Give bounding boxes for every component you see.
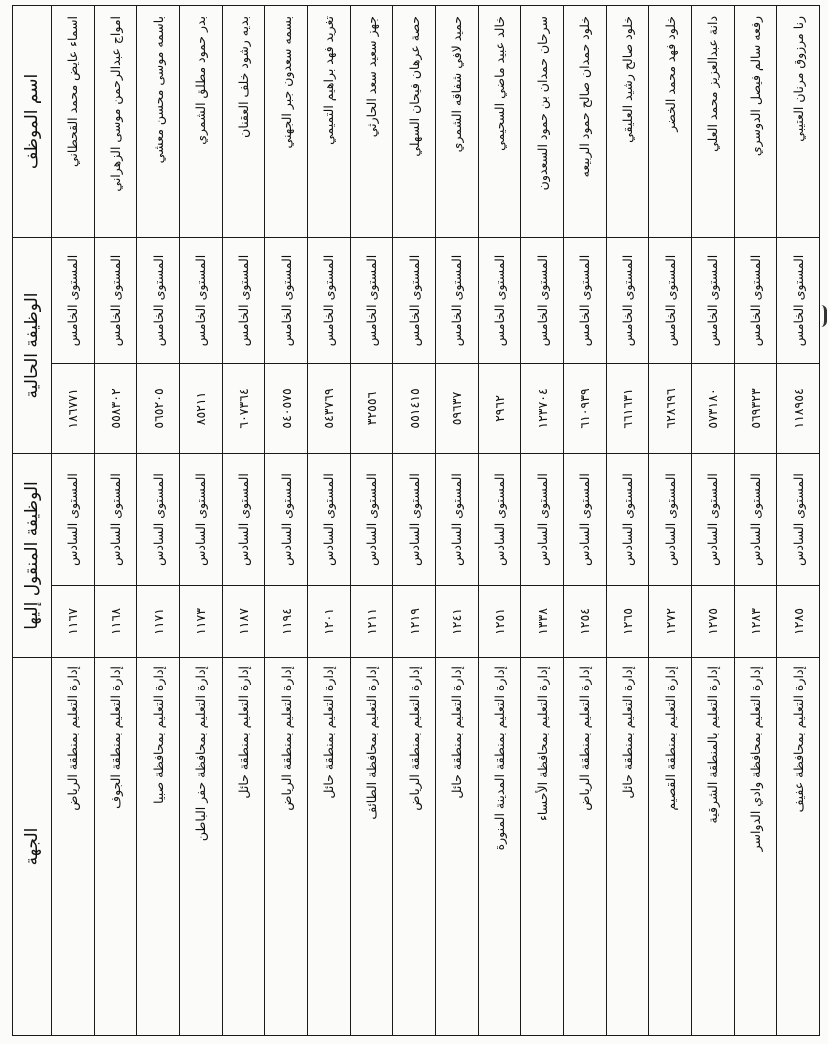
department-cell: إدارة التعليم بمنطقة حائل xyxy=(222,658,265,1036)
transfer-job-number-cell: ١١٦٨ xyxy=(94,585,137,657)
transfer-level-cell: المستوى السادس xyxy=(52,453,95,585)
employee-name-cell: بديه رشود خلف العقنان xyxy=(222,5,265,237)
employee-name-cell: تغريد فهد براهيم التميمي xyxy=(307,5,350,237)
current-job-number-cell: ٥٤٠٥٧٥ xyxy=(265,363,308,453)
table-row xyxy=(307,5,350,1035)
current-level-cell: المستوى الخامس xyxy=(222,237,265,363)
current-level-cell: المستوى الخامس xyxy=(94,237,137,363)
current-level-cell: المستوى الخامس xyxy=(307,237,350,363)
transfer-job-number-cell: ١١٦٧ xyxy=(52,585,95,657)
employee-name-cell: بدر حمود مطلق الشمري xyxy=(179,5,222,237)
department-cell: إدارة التعليم بمحافظة الطائف xyxy=(350,658,393,1036)
page-edge-mark xyxy=(818,305,827,327)
current-job-number-cell: ٦٦١٦٣١ xyxy=(606,363,649,453)
transfer-job-number-cell: ١٢٥٤ xyxy=(563,585,606,657)
employee-name-cell: خالد عبيد ماضي السحيمي xyxy=(478,5,521,237)
transfer-job-number-cell: ١١٧١ xyxy=(137,585,180,657)
current-level-cell: المستوى الخامس xyxy=(606,237,649,363)
current-job-number-cell: ٦٢٨٦٩٦ xyxy=(649,363,692,453)
transfer-job-number-cell: ١١٧٣ xyxy=(179,585,222,657)
current-level-cell: المستوى الخامس xyxy=(777,237,820,363)
transfer-job-number-cell: ١٢٧٢ xyxy=(649,585,692,657)
table-row xyxy=(734,5,777,1035)
current-level-cell: المستوى الخامس xyxy=(649,237,692,363)
department-cell: إدارة التعليم بمنطقة الرياض xyxy=(52,658,95,1036)
department-cell: إدارة التعليم بمنطقة الرياض xyxy=(265,658,308,1036)
transfer-job-number-cell: ١٢٧٥ xyxy=(691,585,734,657)
department-cell: إدارة التعليم بمنطقة الرياض xyxy=(563,658,606,1036)
department-cell: إدارة التعليم بالمنطقة الشرقية xyxy=(691,658,734,1036)
employee-name-cell: بسمه سعدون جبر الجهني xyxy=(265,5,308,237)
header-current-job: الوظيفة الحالية xyxy=(13,237,52,453)
transfer-job-number-cell: ١٢٠١ xyxy=(307,585,350,657)
transfer-level-cell: المستوى السادس xyxy=(649,453,692,585)
current-level-cell: المستوى الخامس xyxy=(691,237,734,363)
transfer-level-cell: المستوى السادس xyxy=(179,453,222,585)
current-job-number-cell: ٦١٠٩٣٩ xyxy=(563,363,606,453)
table-row xyxy=(521,5,564,1035)
employee-name-cell: رفعه سالم فيصل الدوسري xyxy=(734,5,777,237)
transfer-level-cell: المستوى السادس xyxy=(307,453,350,585)
employee-name-cell: رنا مرزوق مرنان العتيبي xyxy=(777,5,820,237)
table-row xyxy=(137,5,180,1035)
table-row xyxy=(52,5,95,1035)
current-job-number-cell: ٥٥١٤١٥ xyxy=(393,363,436,453)
current-job-number-cell: ٥٧٣١٨٠ xyxy=(691,363,734,453)
transfer-job-number-cell: ١١٨٧ xyxy=(222,585,265,657)
department-cell: إدارة التعليم بمحافظة وادي الدواسر xyxy=(734,658,777,1036)
transfer-level-cell: المستوى السادس xyxy=(435,453,478,585)
transfer-job-number-cell: ١٢١١ xyxy=(350,585,393,657)
transfer-level-cell: المستوى السادس xyxy=(691,453,734,585)
table-row xyxy=(393,5,436,1035)
current-job-number-cell: ٦٠٧٣٦٤ xyxy=(222,363,265,453)
employee-name-cell: امواج عبدالرحمن موسى الزهراني xyxy=(94,5,137,237)
transfer-level-cell: المستوى السادس xyxy=(734,453,777,585)
table-header-row xyxy=(13,5,52,1035)
current-job-number-cell: ٥٦٩٣٢٣ xyxy=(734,363,777,453)
transfer-level-cell: المستوى السادس xyxy=(265,453,308,585)
table-row xyxy=(265,5,308,1035)
current-job-number-cell: ٣٢٥٥٦ xyxy=(350,363,393,453)
current-job-number-cell: ١٨٦٧٧١ xyxy=(52,363,95,453)
transfer-job-number-cell: ١٢١٩ xyxy=(393,585,436,657)
table-row xyxy=(350,5,393,1035)
employee-name-cell: جهز سعيد سعد الحارثي xyxy=(350,5,393,237)
employee-name-cell: اسماء عايض محمد القحطاني xyxy=(52,5,95,237)
employee-name-cell: خلود صالح رشيد العليقي xyxy=(606,5,649,237)
employee-name-cell: سرحان حمدان بن حمود السعدون xyxy=(521,5,564,237)
department-cell: إدارة التعليم بمحافظة صبيا xyxy=(137,658,180,1036)
transfer-level-cell: المستوى السادس xyxy=(350,453,393,585)
department-cell: إدارة التعليم بمحافظة عفيف xyxy=(777,658,820,1036)
current-job-number-cell: ١١٨٩٥٤ xyxy=(777,363,820,453)
employee-name-cell: حصة عرهان فيحان السهلي xyxy=(393,5,436,237)
table-row xyxy=(777,5,820,1035)
current-job-number-cell: ٨٥٢١١ xyxy=(179,363,222,453)
employee-name-cell: حميد لافي شفاقه الشمري xyxy=(435,5,478,237)
table-row xyxy=(563,5,606,1035)
table-row xyxy=(94,5,137,1035)
current-level-cell: المستوى الخامس xyxy=(734,237,777,363)
transfer-level-cell: المستوى السادس xyxy=(137,453,180,585)
current-level-cell: المستوى الخامس xyxy=(350,237,393,363)
rotated-table-wrapper xyxy=(12,6,820,1036)
transfer-job-number-cell: ١٢٨٥ xyxy=(777,585,820,657)
department-cell: إدارة التعليم بمحافظة حفر الباطن xyxy=(179,658,222,1036)
table-row xyxy=(179,5,222,1035)
transfer-level-cell: المستوى السادس xyxy=(222,453,265,585)
transfer-job-number-cell: ١٢٥١ xyxy=(478,585,521,657)
current-level-cell: المستوى الخامس xyxy=(179,237,222,363)
current-job-number-cell: ١٢٣٧٠٤ xyxy=(521,363,564,453)
transfer-job-number-cell: ١١٩٤ xyxy=(265,585,308,657)
table-row xyxy=(478,5,521,1035)
current-job-number-cell: ٥٩٦٣٧ xyxy=(435,363,478,453)
current-level-cell: المستوى الخامس xyxy=(521,237,564,363)
employee-transfer-table xyxy=(12,5,820,1036)
transfer-job-number-cell: ١٢٨٣ xyxy=(734,585,777,657)
employee-name-cell: خلود فهد محمد الخضر xyxy=(649,5,692,237)
employee-name-cell: خلود حمدان صالح حمود الربيعه xyxy=(563,5,606,237)
current-job-number-cell: ٥٥٨٣٠٢ xyxy=(94,363,137,453)
transfer-level-cell: المستوى السادس xyxy=(606,453,649,585)
transfer-job-number-cell: ١٢٦٥ xyxy=(606,585,649,657)
department-cell: إدارة التعليم بمنطقة حائل xyxy=(435,658,478,1036)
transfer-level-cell: المستوى السادس xyxy=(777,453,820,585)
transfer-level-cell: المستوى السادس xyxy=(478,453,521,585)
transfer-job-number-cell: ١٢٤١ xyxy=(435,585,478,657)
current-level-cell: المستوى الخامس xyxy=(265,237,308,363)
employee-name-cell: باسمه موسى محسن معشي xyxy=(137,5,180,237)
current-level-cell: المستوى الخامس xyxy=(478,237,521,363)
header-employee-name: اسم الموظف xyxy=(13,5,52,237)
current-job-number-cell: ٢٩٦٢ xyxy=(478,363,521,453)
transfer-job-number-cell: ١٣٣٨ xyxy=(521,585,564,657)
transfer-level-cell: المستوى السادس xyxy=(521,453,564,585)
department-cell: إدارة التعليم بمنطقة المدينة المنورة xyxy=(478,658,521,1036)
transfer-level-cell: المستوى السادس xyxy=(563,453,606,585)
table-row xyxy=(435,5,478,1035)
employee-name-cell: دانة عبدالعزيز محمد العلي xyxy=(691,5,734,237)
table-row xyxy=(606,5,649,1035)
table-row xyxy=(691,5,734,1035)
transfer-level-cell: المستوى السادس xyxy=(393,453,436,585)
transfer-level-cell: المستوى السادس xyxy=(94,453,137,585)
department-cell: إدارة التعليم بمحافظة الأحساء xyxy=(521,658,564,1036)
table-row xyxy=(222,5,265,1035)
current-level-cell: المستوى الخامس xyxy=(393,237,436,363)
current-job-number-cell: ٥٤٣٧٦٩ xyxy=(307,363,350,453)
department-cell: إدارة التعليم بمنطقة حائل xyxy=(606,658,649,1036)
current-level-cell: المستوى الخامس xyxy=(563,237,606,363)
header-department: الجهة xyxy=(13,658,52,1036)
current-level-cell: المستوى الخامس xyxy=(52,237,95,363)
current-job-number-cell: ٥٦٥٢٠٥ xyxy=(137,363,180,453)
department-cell: إدارة التعليم بمنطقة الجوف xyxy=(94,658,137,1036)
department-cell: إدارة التعليم بمنطقة القصيم xyxy=(649,658,692,1036)
header-transfer-job: الوظيفة المنقول إليها xyxy=(13,453,52,657)
department-cell: إدارة التعليم بمنطقة حائل xyxy=(307,658,350,1036)
current-level-cell: المستوى الخامس xyxy=(137,237,180,363)
department-cell: إدارة التعليم بمنطقة الرياض xyxy=(393,658,436,1036)
current-level-cell: المستوى الخامس xyxy=(435,237,478,363)
table-body xyxy=(52,5,820,1035)
table-row xyxy=(649,5,692,1035)
